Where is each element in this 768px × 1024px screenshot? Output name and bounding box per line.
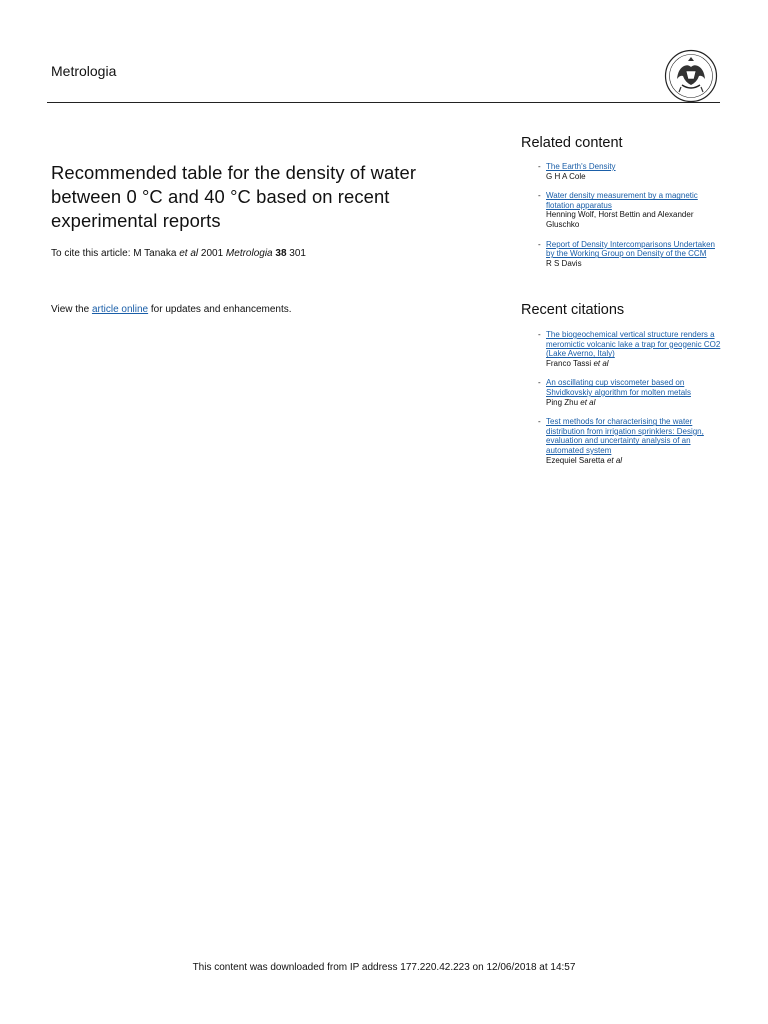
related-content-list	[538, 162, 723, 278]
list-item	[538, 162, 723, 181]
article-online-link[interactable]: article online	[91, 304, 149, 315]
citation-link[interactable]: Test methods for characterising the water distribution from irrigation sprinklers: Design, evaluation and uncertainty analysis of an automated system	[546, 417, 704, 455]
header-divider	[47, 102, 720, 103]
related-authors	[546, 210, 723, 229]
author-names: Ezequiel Saretta	[546, 455, 607, 465]
iop-crest-logo	[664, 49, 718, 103]
author-etal: et al	[606, 455, 623, 465]
list-dash: -	[538, 417, 541, 427]
author-etal: et al	[580, 397, 596, 407]
cite-journal: Metrologia	[225, 248, 273, 259]
citation-link[interactable]: The biogeochemical vertical structure renders a meromictic volcanic lake a trap for geogenic CO2 (Lake Averno, Italy)	[546, 330, 721, 359]
cite-etal: et al	[179, 248, 199, 259]
list-dash: -	[538, 191, 541, 201]
author-etal: et al	[593, 358, 609, 368]
journal-name: Metrologia	[51, 63, 117, 79]
citation-authors	[546, 456, 723, 466]
list-item	[538, 240, 723, 269]
author-names: Ping Zhu	[546, 397, 581, 407]
author-names: Franco Tassi	[546, 358, 594, 368]
citation-line	[51, 248, 306, 259]
citation-link[interactable]: An oscillating cup viscometer based on Shvidkovskiy algorithm for molten metals	[546, 378, 691, 397]
author-names: G H A Cole	[546, 171, 586, 181]
download-footer: This content was downloaded from IP address 177.220.42.223 on 12/06/2018 at 14:57	[192, 962, 576, 973]
related-content-heading: Related content	[521, 135, 623, 151]
view-online-line	[51, 304, 292, 315]
cite-year: 2001	[198, 248, 226, 259]
citation-authors	[546, 359, 723, 369]
view-prefix: View the	[51, 304, 92, 315]
related-link[interactable]: Report of Density Intercomparisons Undertaken by the Working Group on Density of the CCM	[546, 239, 715, 259]
cite-prefix: To cite this article: M Tanaka	[51, 248, 180, 259]
list-item	[538, 417, 723, 465]
cite-volume: 38	[275, 248, 287, 259]
view-suffix: for updates and enhancements.	[148, 304, 292, 315]
list-dash: -	[538, 330, 541, 339]
list-dash: -	[538, 378, 541, 388]
author-names: R S Davis	[546, 258, 582, 268]
list-item	[538, 191, 723, 229]
related-authors	[546, 259, 723, 269]
related-link[interactable]: The Earth's Density	[546, 162, 616, 171]
recent-citations-heading: Recent citations	[521, 302, 625, 318]
related-authors	[546, 172, 723, 182]
list-dash: -	[538, 239, 541, 249]
list-item	[538, 330, 723, 368]
citation-authors	[546, 398, 723, 408]
article-title: Recommended table for the density of water between 0 °C and 40 °C based on recent experimental reports	[51, 162, 417, 231]
list-item	[538, 378, 723, 407]
cite-page: 301	[286, 248, 306, 259]
author-names: Henning Wolf, Horst Bettin and Alexander Gluschko	[546, 210, 694, 229]
recent-citations-list	[538, 330, 723, 475]
related-link[interactable]: Water density measurement by a magnetic flotation apparatus	[546, 191, 698, 210]
list-dash: -	[538, 162, 541, 171]
